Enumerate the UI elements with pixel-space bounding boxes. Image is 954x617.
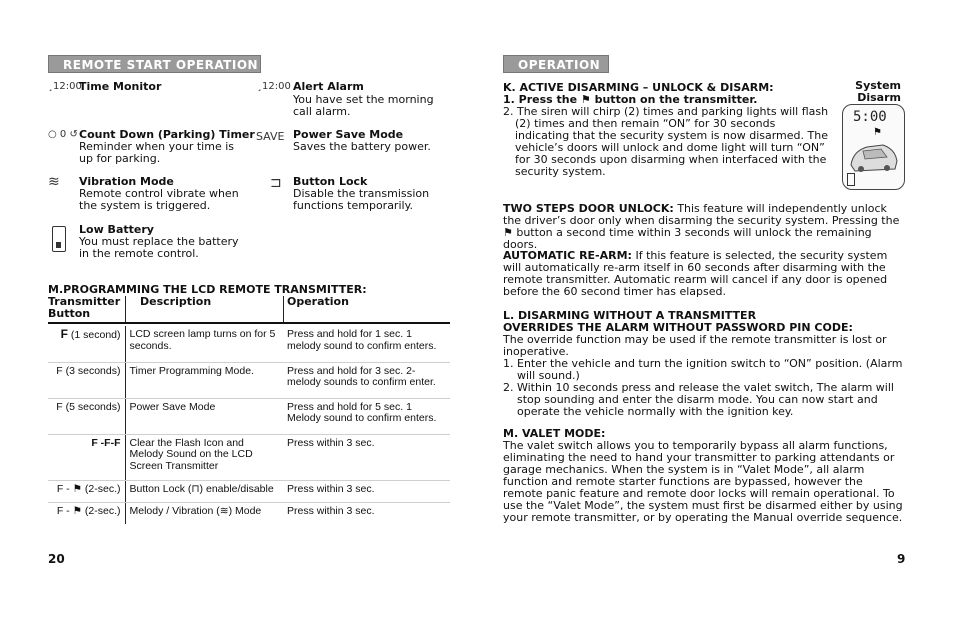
section-m [503,428,903,524]
section-two-steps [503,203,903,251]
two-steps-text: This feature will independently unlock the driver’s door only when disarming the security system. Pressing the ⚑ button a second time within 3 seconds will unlock the remaining doors. [503,202,900,251]
row-op: Press and hold for 5 sec. 1 Melody sound to confirm enters. [283,398,450,434]
row-op: Press within 3 sec. [283,480,450,502]
battery-icon [52,226,66,252]
row-button: F - ⚑ (2-sec.) [48,502,125,524]
program-title: M.PROGRAMMING THE LCD REMOTE TRANSMITTER: [48,283,367,296]
table-row [48,434,450,480]
auto-title: AUTOMATIC RE-ARM: [503,249,632,262]
unlock-icon: ⚑ [873,127,882,138]
col-description: Description [140,295,212,308]
save-icon: SAVE [256,130,285,143]
table-rule [48,322,450,324]
row-button: F (5 seconds) [48,398,125,434]
feature-desc: Saves the battery power. [293,140,431,153]
feature-desc: You have set the morning call alarm. [293,93,434,118]
remote-lcd-illustration [842,104,905,190]
table-row [48,398,450,434]
l-item: 2. Within 10 seconds press and release the valet switch, The alarm will stop sounding and enter the disarm mode. You can now start and operate the vehicle normally with the ignition key. [503,381,894,418]
col-transmitter: Transmitter Button [48,295,121,320]
table-row [48,502,450,524]
row-desc: Timer Programming Mode. [125,362,283,398]
left-section-header: REMOTE START OPERATION [48,55,261,73]
row-op: Press and hold for 1 sec. 1 melody sound to confirm enters. [283,326,450,362]
car-icon [847,137,901,175]
feature-title: Vibration Mode [79,175,174,188]
feature-desc: You must replace the battery in the remote control. [79,235,239,260]
m-text: The valet switch allows you to temporarily bypass all alarm functions, eliminating the need to hand your transmitter to parking attendants or garage mechanics. When the system is in “Valet Mode”, all alarm function and remote starter functions are bypassed, however the remote panic feature and remote door locks will remain operational. To use the “Valet Mode”, the system must first be disarmed either by using your remote transmitter, or by operating the Manual override sequence. [503,439,903,524]
row-button: F - ⚑ (2-sec.) [48,480,125,502]
col-divider [283,296,284,322]
feature-desc: Remote control vibrate when the system is triggered. [79,187,239,212]
battery-icon [847,173,855,186]
feature-title: Time Monitor [79,80,162,93]
m-title: M. VALET MODE: [503,427,606,440]
row-desc: Melody / Vibration (≋) Mode [129,504,262,517]
section-l [503,310,903,418]
col-divider [125,296,126,322]
k-item: 1. Press the ⚑ button on the transmitter. [503,93,758,106]
feature-desc: Reminder when your time is up for parking. [79,140,234,165]
l-subtitle: OVERRIDES THE ALARM WITHOUT PASSWORD PIN CODE: [503,321,853,334]
row-desc: LCD screen lamp turns on for 5 seconds. [125,326,283,362]
system-disarm-label: System Disarm [855,79,901,104]
countdown-icon: ○ 0 ↺ [48,129,78,140]
row-button: F (1 second) [48,326,125,362]
row-op: Press and hold for 3 sec. 2-melody sounds to confirm enter. [283,362,450,398]
row-desc: Button Lock (⊓) enable/disable [125,480,283,502]
right-section-header: OPERATION [503,55,609,73]
k-title: K. ACTIVE DISARMING – UNLOCK & DISARM: [503,81,774,94]
table-row [48,326,450,362]
table-row [48,480,450,502]
feature-title: Count Down (Parking) Timer [79,128,255,141]
right-page-number: 9 [897,552,906,566]
col-operation: Operation [287,295,349,308]
feature-desc: Disable the transmission functions temporarily. [293,187,430,212]
row-op: Press within 3 sec. [283,434,450,480]
two-steps-title: TWO STEPS DOOR UNLOCK: [503,202,674,215]
row-desc: Clear the Flash Icon and Melody Sound on the LCD Screen Transmitter [125,434,283,480]
alarm-clock-icon: ¸12:00 [257,81,291,92]
l-item: 1. Enter the vehicle and turn the ignition switch to “ON” position. (Alarm will sound.) [503,357,903,382]
auto-text: If this feature is selected, the security system will automatically re-arm itself in 60 seconds after disarming with the remote transmitter. Automatic rearm will cancel if any door is opened before the 60 second timer has elapsed. [503,249,888,298]
program-table [48,326,450,524]
lock-icon: ⊐ [270,175,282,191]
row-button: F -F-F [48,434,125,480]
row-button: F (3 seconds) [48,362,125,398]
section-k [503,82,833,178]
left-page-number: 20 [48,552,65,566]
section-auto-rearm [503,250,903,298]
clock-icon: ¸12:00 [48,81,82,92]
feature-title: Alert Alarm [293,80,364,93]
k-item: 2. The siren will chirp (2) times and parking lights will flash (2) times and then remain “ON” for 30 seconds indicating that the security system is now disarmed. The vehicle’s doors will unlock and dome light will turn “ON” for 30 seconds upon disarming when interfaced with the security system. [503,105,829,178]
vibration-icon: ≋ [48,174,60,190]
table-row [48,362,450,398]
l-title: L. DISARMING WITHOUT A TRANSMITTER [503,309,757,322]
feature-title: Low Battery [79,223,154,236]
feature-title: Button Lock [293,175,368,188]
lcd-time: 5:00 [853,109,887,125]
feature-title: Power Save Mode [293,128,404,141]
row-op: Press within 3 sec. [287,504,375,517]
l-intro: The override function may be used if the remote transmitter is lost or inoperative. [503,333,887,358]
row-desc: Power Save Mode [125,398,283,434]
